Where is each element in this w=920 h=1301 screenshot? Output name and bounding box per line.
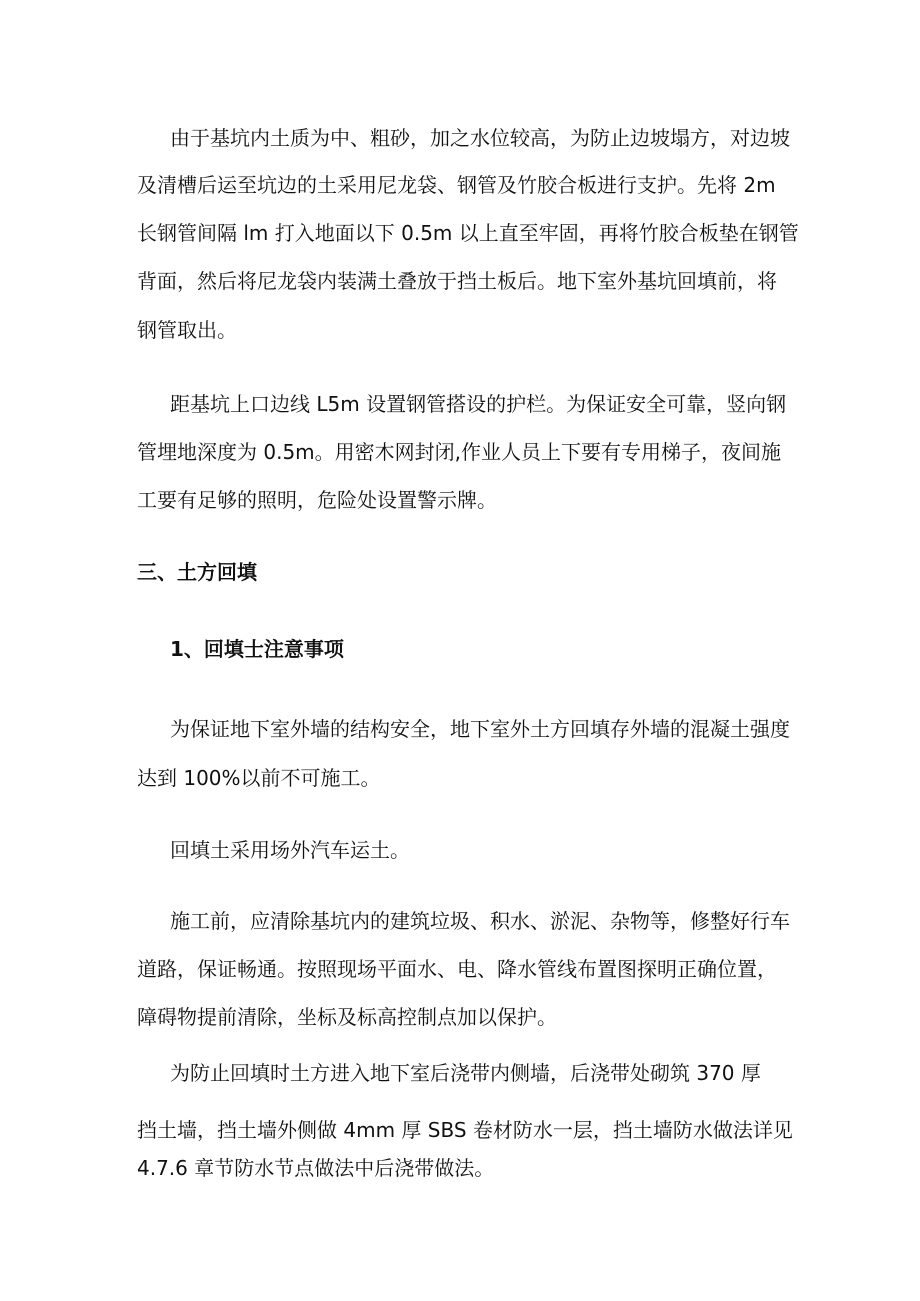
paragraph-3-line-1: 为保证地下室外墙的结构安全，地下室外土方回填存外墙的混凝土强度 [170, 717, 790, 741]
paragraph-3-line-2: 达到 100%以前不可施工。 [137, 766, 381, 790]
paragraph-1-line-5: 钢管取出。 [137, 318, 237, 342]
paragraph-5-line-2: 道路，保证畅通。按照现场平面水、电、降水管线布置图探明正确位置， [137, 957, 777, 981]
paragraph-6-line-2: 挡土墙，挡土墙外侧做 4mm 厚 SBS 卷材防水一层，挡土墙防水做法详见 [137, 1118, 793, 1142]
section-heading: 三、土方回填 [137, 560, 257, 584]
paragraph-2-line-1: 距基坑上口边线 L5m 设置钢管搭设的护栏。为保证安全可靠，竖向钢 [170, 392, 787, 416]
sub-heading: 1、回填士注意事项 [170, 637, 344, 661]
paragraph-5-line-3: 障碍物提前清除，坐标及标高控制点加以保护。 [137, 1005, 557, 1029]
paragraph-6-line-1: 为防止回填时土方进入地下室后浇带内侧墙，后浇带处砌筑 370 厚 [170, 1061, 761, 1085]
paragraph-5-line-1: 施工前，应清除基坑内的建筑垃圾、积水、淤泥、杂物等，修整好行车 [170, 909, 790, 933]
paragraph-1-line-3: 长钢管间隔 lm 打入地面以下 0.5m 以上直至牢固，再将竹胶合板垫在钢管 [137, 221, 799, 245]
paragraph-2-line-3: 工要有足够的照明，危险处设置警示牌。 [137, 488, 497, 512]
paragraph-4-line-1: 回填土采用场外汽车运土。 [170, 838, 410, 862]
paragraph-2-line-2: 管埋地深度为 0.5m。用密木网封闭,作业人员上下要有专用梯子，夜间施 [137, 440, 782, 464]
paragraph-6-line-3: 4.7.6 章节防水节点做法中后浇带做法。 [137, 1156, 495, 1180]
paragraph-1-line-4: 背面，然后将尼龙袋内装满土叠放于挡土板后。地下室外基坑回填前，将 [137, 269, 777, 293]
paragraph-1-line-2: 及清槽后运至坑边的土采用尼龙袋、钢管及竹胶合板进行支护。先将 2m [137, 173, 776, 197]
paragraph-1-line-1: 由于基坑内土质为中、粗砂，加之水位较高，为防止边坡塌方，对边坡 [170, 126, 790, 150]
